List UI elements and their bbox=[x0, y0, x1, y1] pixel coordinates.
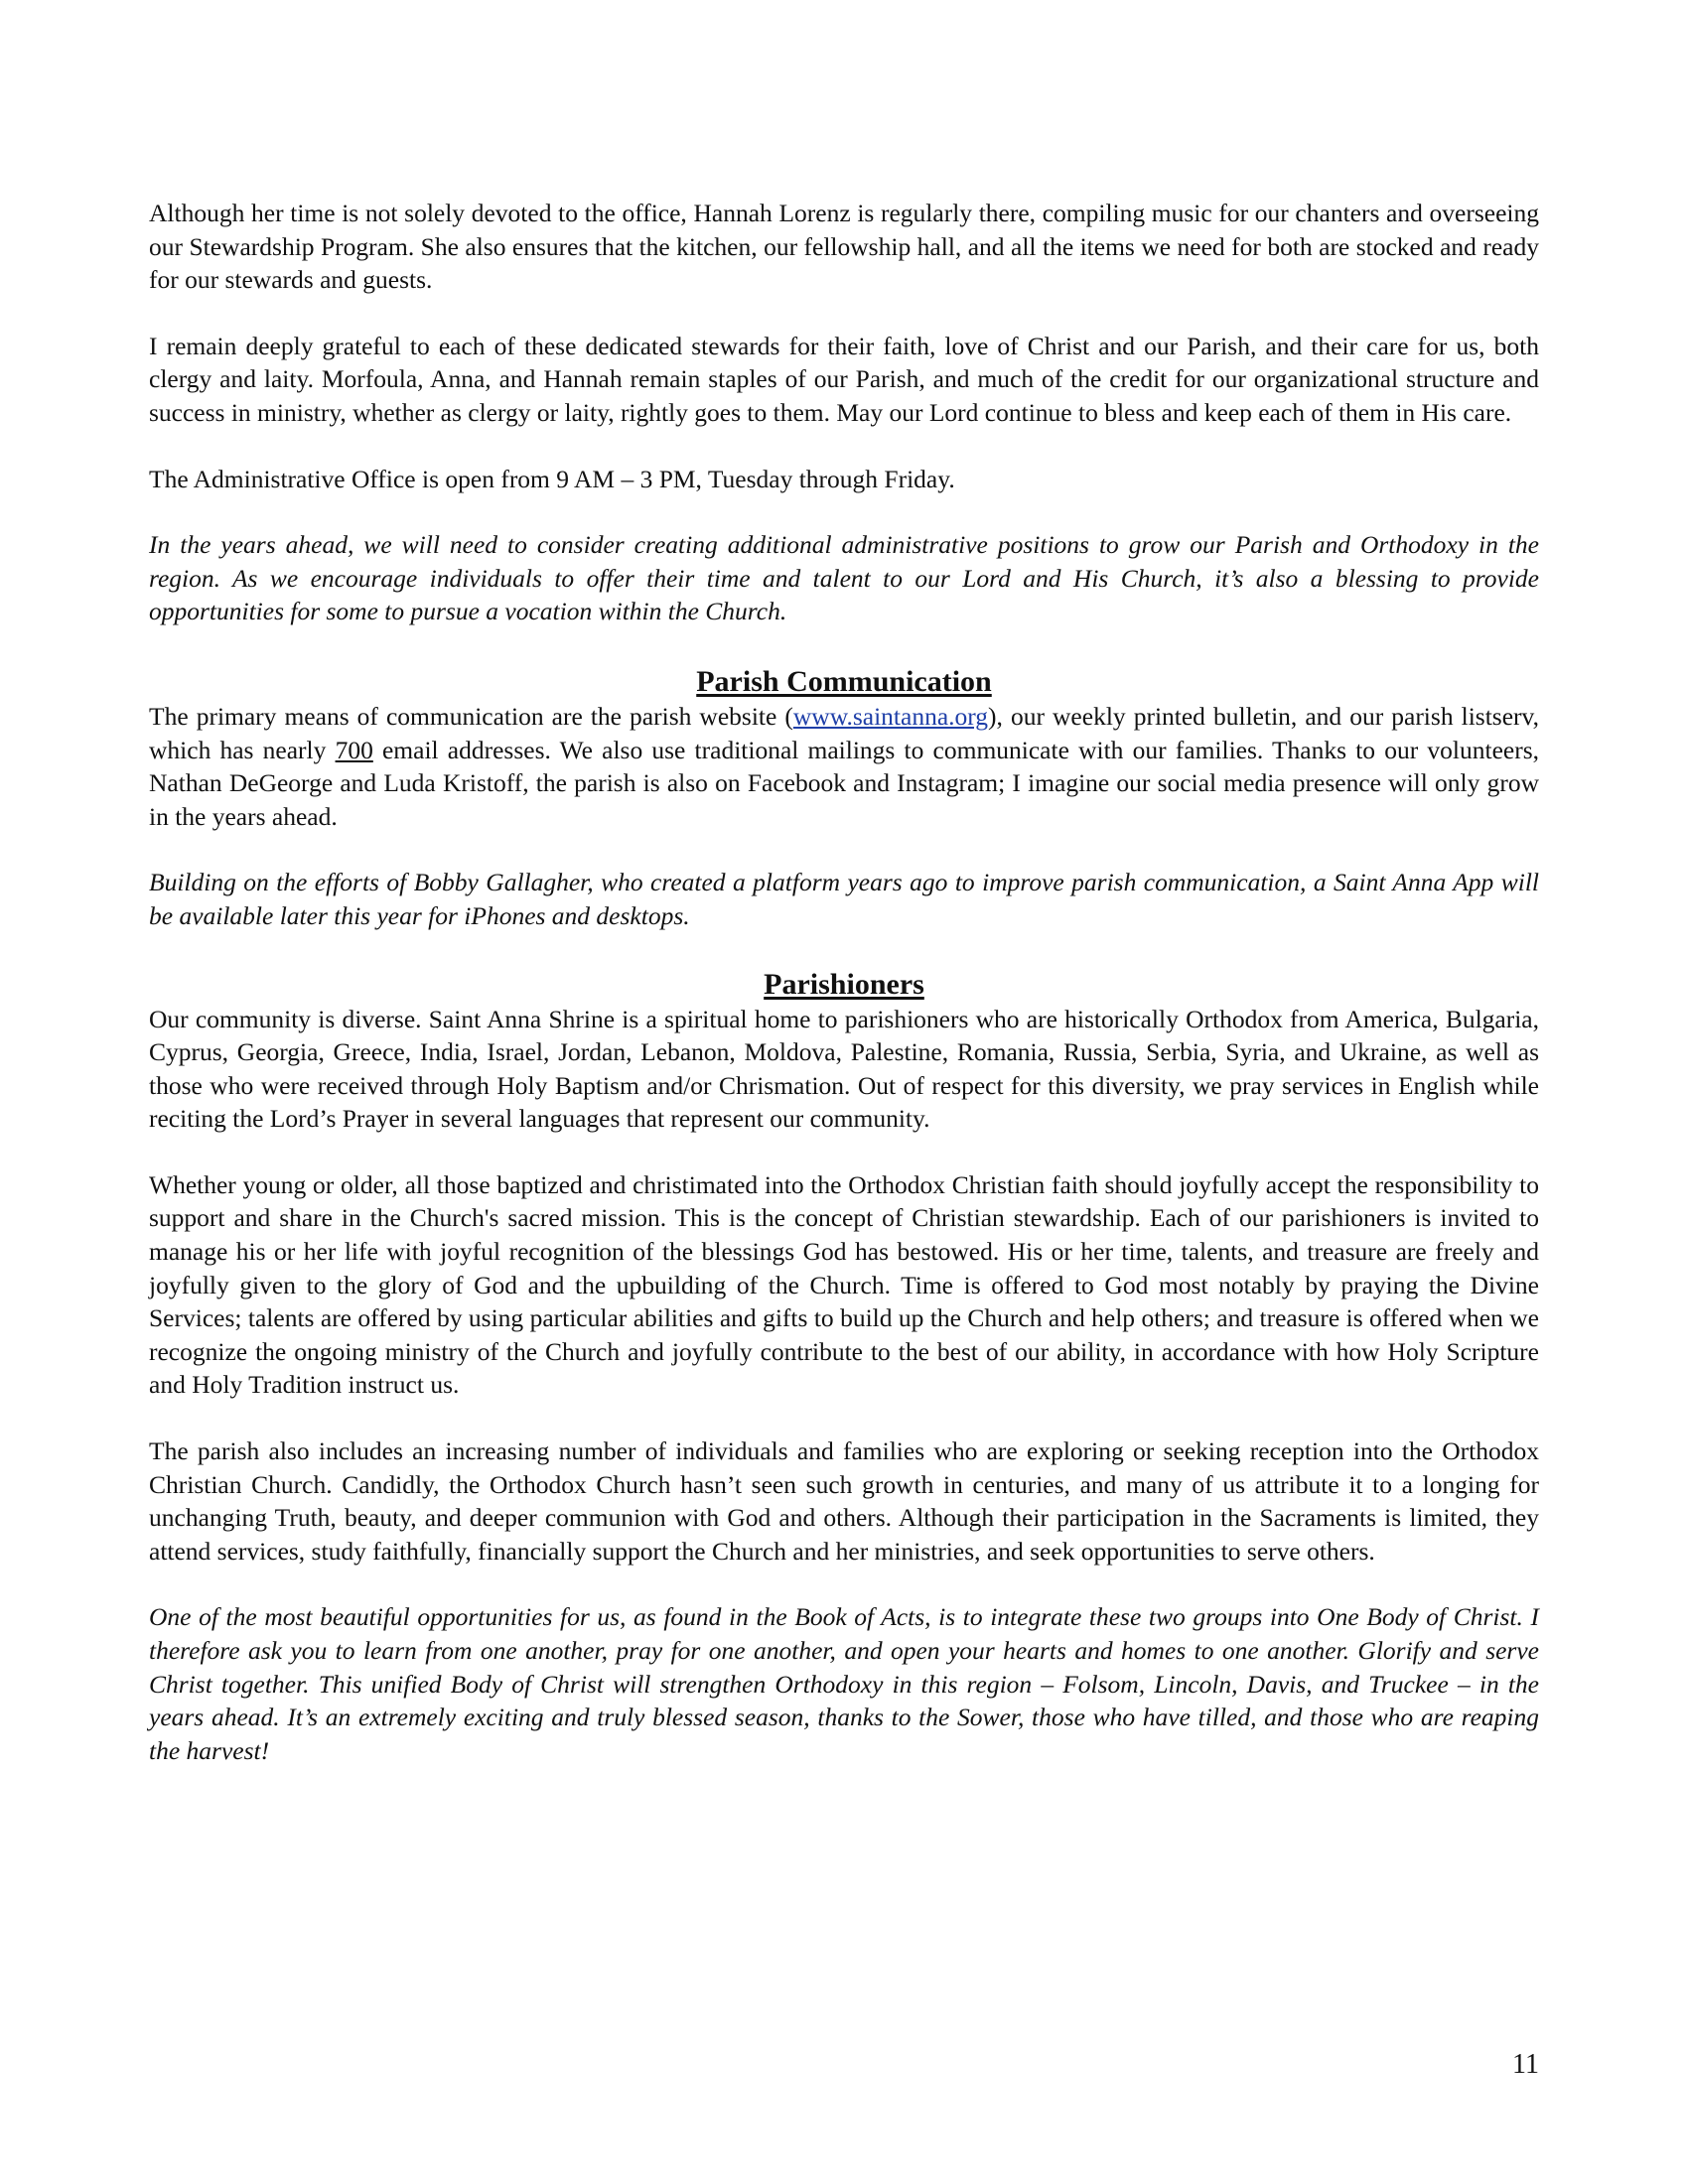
paragraph-stewardship: Whether young or older, all those baptized and christimated into the Orthodox Christian faith should joyfully accept the responsibility to support and share in the Church's sacred mission. This is the concept of Christian stewardship. Each of our parishioners is invited to manage his or her life with joyful recognition of the blessings God has bestowed. His or her time, talents, and treasure are freely and joyfully given to the glory of God and the upbuilding of the Church. Time is offered to God most notably by praying the Divine Services; talents are offered by using particular abilities and gifts to build up the Church and help others; and treasure is offered when we recognize the ongoing ministry of the Church and joyfully contribute to the best of our ability, in accordance with how Holy Scripture and Holy Tradition instruct us. bbox=[149, 1169, 1539, 1400]
email-count: 700 bbox=[335, 735, 373, 764]
paragraph-catechumens: The parish also includes an increasing number of individuals and families who are exploring or seeking reception into the Orthodox Christian Church. Candidly, the Orthodox Church hasn’t seen such growth in centuries, and many of us attribute it to a longing for unchanging Truth, beauty, and deeper communion with God and others. Although their participation in the Sacraments is limited, they attend services, study faithfully, financially support the Church and her ministries, and seek opportunities to serve others. bbox=[149, 1436, 1539, 1566]
paragraph-one-body: One of the most beautiful opportunities for us, as found in the Book of Acts, is to integrate these two groups into One Body of Christ. I therefore ask you to learn from one another, pray for one another, and open your hearts and homes to one another. Glorify and serve Christ together. This unified Body of Christ will strengthen Orthodoxy in this region – Folsom, Lincoln, Davis, and Truckee – in the years ahead. It’s an extremely exciting and truly blessed season, thanks to the Sower, those who have tilled, and those who are reaping the harvest! bbox=[149, 1602, 1539, 1765]
page-number: 11 bbox=[1512, 2049, 1539, 2080]
paragraph-saint-anna-app: Building on the efforts of Bobby Gallagher, who created a platform years ago to improve parish communication, a Saint Anna App will be available later this year for iPhones and desktops. bbox=[149, 868, 1539, 930]
paragraph-community-diverse: Our community is diverse. Saint Anna Shrine is a spiritual home to parishioners who are historically Orthodox from America, Bulgaria, Cyprus, Georgia, Greece, India, Israel, Jordan, Lebanon, Moldova, Palestine, Romania, Russia, Serbia, Syria, and Ukraine, as well as those who were received through Holy Baptism and/or Chrismation. Out of respect for this diversity, we pray services in English while reciting the Lord’s Prayer in several languages that represent our community. bbox=[149, 1004, 1539, 1134]
heading-parish-communication: Parish Communication bbox=[696, 664, 992, 698]
website-link[interactable]: www.saintanna.org bbox=[792, 701, 989, 731]
communication-text-2: ), our weekly printed bulletin, and our parish listserv, which has nearly bbox=[149, 701, 1540, 764]
paragraph-administrative-positions: In the years ahead, we will need to consider creating additional administrative positions to grow our Parish and Orthodoxy in the region. As we encourage individuals to offer their time and talent to our Lord and His Church, it’s also a blessing to provide opportunities for some to pursue a vocation within the Church. bbox=[149, 530, 1539, 626]
paragraph-communication-means bbox=[149, 700, 1539, 833]
paragraph-hannah-lorenz: Although her time is not solely devoted to the office, Hannah Lorenz is regularly there, compiling music for our chanters and overseeing our Stewardship Program. She also ensures that the kitchen, our fellowship hall, and all the items we need for both are stocked and ready for our stewards and guests. bbox=[149, 199, 1539, 295]
paragraph-gratitude: I remain deeply grateful to each of these dedicated stewards for their faith, love of Christ and our Parish, and their care for us, both clergy and laity. Morfoula, Anna, and Hannah remain staples of our Parish, and much of the credit for our organizational structure and success in ministry, whether as clergy or laity, rightly goes to them. May our Lord continue to bless and keep each of them in His care. bbox=[149, 331, 1539, 427]
paragraph-office-hours: The Administrative Office is open from 9 AM – 3 PM, Tuesday through Friday. bbox=[149, 464, 955, 493]
communication-text-1: The primary means of communication are the parish website ( bbox=[149, 701, 793, 731]
document-page bbox=[149, 197, 1539, 1767]
heading-parishioners: Parishioners bbox=[764, 967, 924, 1001]
communication-text-3: email addresses. We also use traditional mailings to communicate with our families. Thanks to our volunteers, Nathan DeGeorge and Luda Kristoff, the parish is also on Facebook and Instagram; I imagine our social media presence will only grow in the years ahead. bbox=[149, 735, 1539, 831]
